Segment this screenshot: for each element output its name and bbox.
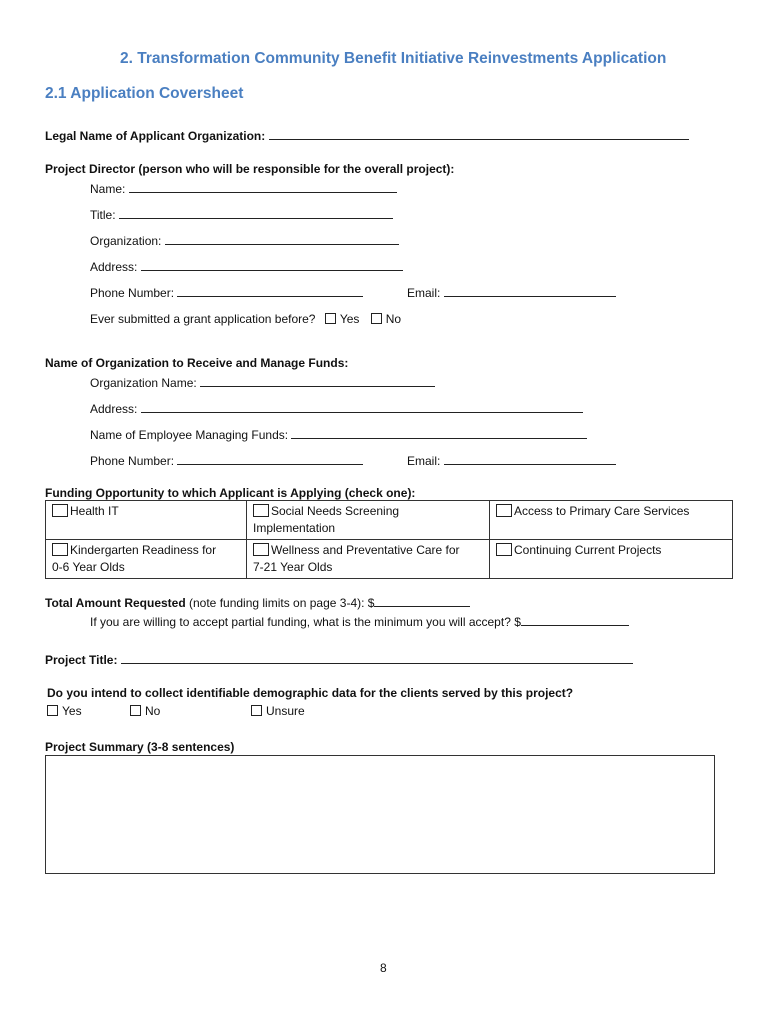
section-title: 2.1 Application Coversheet xyxy=(45,85,244,102)
legal-name-label: Legal Name of Applicant Organization: xyxy=(45,129,266,143)
funds-org-name-label: Organization Name: xyxy=(90,376,197,390)
project-title-row xyxy=(45,651,633,667)
funds-phone-label: Phone Number: xyxy=(90,454,175,468)
director-title-label: Title: xyxy=(90,208,116,222)
director-address-label: Address: xyxy=(90,260,138,274)
project-summary-textarea[interactable] xyxy=(45,755,715,874)
funding-option-kindergarten[interactable] xyxy=(46,540,247,579)
director-phone-field[interactable] xyxy=(177,284,363,297)
health-it-checkbox[interactable] xyxy=(52,504,68,517)
demographic-yes-label: Yes xyxy=(62,704,82,718)
funds-employee-field[interactable] xyxy=(291,426,587,439)
grant-question-label: Ever submitted a grant application before? xyxy=(90,312,316,326)
wellness-checkbox[interactable] xyxy=(253,543,269,556)
legal-name-field[interactable] xyxy=(269,127,689,140)
director-name-label: Name: xyxy=(90,182,126,196)
legal-name-row xyxy=(45,127,689,143)
project-title-label: Project Title: xyxy=(45,653,118,667)
director-phone-label: Phone Number: xyxy=(90,286,175,300)
funds-phone-row xyxy=(90,452,363,468)
kindergarten-label-line2: 0-6 Year Olds xyxy=(52,560,125,574)
funds-email-field[interactable] xyxy=(444,452,616,465)
funds-employee-row xyxy=(90,426,587,442)
demographic-yes-checkbox[interactable] xyxy=(47,705,58,716)
amount-label: Total Amount Requested xyxy=(45,596,186,610)
demographic-question: Do you intend to collect identifiable demographic data for the clients served by this project? xyxy=(47,686,574,700)
summary-label: Project Summary (3-8 sentences) xyxy=(45,740,235,754)
social-needs-label-line2: Implementation xyxy=(253,521,336,535)
demographic-unsure-label: Unsure xyxy=(266,704,305,718)
project-director-heading: Project Director (person who will be responsible for the overall project): xyxy=(45,162,455,176)
social-needs-checkbox[interactable] xyxy=(253,504,269,517)
funds-employee-label: Name of Employee Managing Funds: xyxy=(90,428,289,442)
kindergarten-checkbox[interactable] xyxy=(52,543,68,556)
funds-address-field[interactable] xyxy=(141,400,583,413)
director-phone-row xyxy=(90,284,363,300)
continuing-label: Continuing Current Projects xyxy=(514,543,662,557)
project-title-field[interactable] xyxy=(121,651,633,664)
demographic-no-label: No xyxy=(145,704,161,718)
director-org-row xyxy=(90,232,399,248)
funding-heading: Funding Opportunity to which Applicant is Applying (check one): xyxy=(45,486,416,500)
partial-funding-label: If you are willing to accept partial funding, what is the minimum you will accept? $ xyxy=(90,615,521,629)
amount-row xyxy=(45,594,470,610)
funding-option-health-it[interactable] xyxy=(46,501,247,540)
grant-yes-checkbox[interactable] xyxy=(325,313,336,324)
funding-option-social-needs[interactable] xyxy=(247,501,490,540)
grant-yes-label: Yes xyxy=(339,312,360,326)
funds-org-name-row xyxy=(90,374,435,390)
funds-org-name-field[interactable] xyxy=(200,374,435,387)
director-email-label: Email: xyxy=(407,286,441,300)
primary-care-label: Access to Primary Care Services xyxy=(514,504,690,518)
director-org-field[interactable] xyxy=(165,232,399,245)
director-address-row xyxy=(90,258,403,274)
director-title-row xyxy=(90,206,393,222)
demographic-unsure-checkbox[interactable] xyxy=(251,705,262,716)
funds-address-row xyxy=(90,400,583,416)
amount-field[interactable] xyxy=(374,594,470,607)
funding-options-table xyxy=(45,500,733,579)
page-number: 8 xyxy=(380,961,387,975)
kindergarten-label: Kindergarten Readiness for xyxy=(70,543,217,557)
primary-care-checkbox[interactable] xyxy=(496,504,512,517)
director-org-label: Organization: xyxy=(90,234,162,248)
funding-option-continuing[interactable] xyxy=(490,540,733,579)
funding-option-wellness[interactable] xyxy=(247,540,490,579)
director-name-row xyxy=(90,180,397,196)
funds-email-label: Email: xyxy=(407,454,441,468)
grant-no-checkbox[interactable] xyxy=(371,313,382,324)
director-email-row xyxy=(407,284,616,300)
grant-question-row xyxy=(90,312,401,326)
funds-address-label: Address: xyxy=(90,402,138,416)
wellness-label-line2: 7-21 Year Olds xyxy=(253,560,333,574)
director-name-field[interactable] xyxy=(129,180,397,193)
grant-no-label: No xyxy=(385,312,402,326)
demographic-yes xyxy=(47,704,82,718)
health-it-label: Health IT xyxy=(70,504,119,518)
continuing-checkbox[interactable] xyxy=(496,543,512,556)
funds-org-heading: Name of Organization to Receive and Manage Funds: xyxy=(45,356,349,370)
partial-funding-row xyxy=(90,613,629,629)
director-address-field[interactable] xyxy=(141,258,403,271)
funds-email-row xyxy=(407,452,616,468)
partial-funding-field[interactable] xyxy=(521,613,629,626)
demographic-unsure xyxy=(251,704,305,718)
demographic-no-checkbox[interactable] xyxy=(130,705,141,716)
social-needs-label: Social Needs Screening xyxy=(271,504,400,518)
page-title: 2. Transformation Community Benefit Initiative Reinvestments Application xyxy=(120,50,667,67)
wellness-label: Wellness and Preventative Care for xyxy=(271,543,460,557)
funds-phone-field[interactable] xyxy=(177,452,363,465)
demographic-no xyxy=(130,704,160,718)
amount-note: (note funding limits on page 3-4): $ xyxy=(185,596,375,610)
director-title-field[interactable] xyxy=(119,206,393,219)
funding-option-primary-care[interactable] xyxy=(490,501,733,540)
director-email-field[interactable] xyxy=(444,284,616,297)
